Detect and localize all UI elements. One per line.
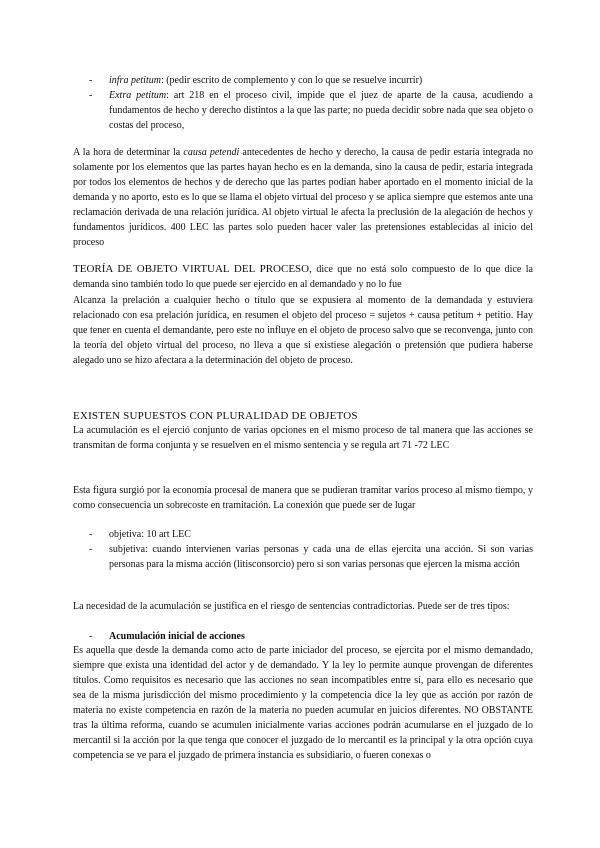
list-dash: -	[89, 631, 93, 642]
list-item-subjetiva: subjetiva: cuando intervienen varias personas y cada una de ellas ejercita una acción. Si son varias personas para la misma acción (litisconsorcio) pero si son varias personas que ejercen la misma acción	[109, 544, 533, 570]
paragraph-causa-petendi	[73, 145, 533, 250]
heading-existen-supuestos: EXISTEN SUPUESTOS CON PLURALIDAD DE OBJETOS	[73, 410, 358, 422]
paragraph-acumulacion-inicial: Es aquella que desde la demanda como acto de parte iniciador del proceso, se ejercita por el mismo demandado, siempre que exista una identidad del actor y de demandado. Y la ley lo permite aunque provengan de diferentes títulos. Como requisitos es necesario que las acciones no sean incompatibles entre sí, para ello es necesario que sea de la misma jurisdicción del mismo procedimiento y la competencia dice la ley que as acción por razón de materia no existe competencia en razón de la materia no pueden acumular en juicios diferentes. NO OBSTANTE tras la última reforma, cuando se acumulen inicialmente varias acciones podrán acumularse en el juzgado de lo mercantil si la acción por la que tenga que conocer el juzgado de lo mercantil es la principal y la otra opción cuya competencia se ve para el juzgado de primera instancia es subsidiario, o fueren conexas o	[73, 645, 533, 761]
term-causa-petendi: causa petendi	[183, 147, 240, 158]
list-dash: -	[89, 90, 93, 101]
teoria-heading: TEORÍA DE OBJETO VIRTUAL DEL PROCESO,	[73, 263, 312, 275]
list-dash: -	[89, 529, 93, 540]
list-dash: -	[89, 75, 93, 86]
list-dash: -	[89, 544, 93, 555]
list-item-text: : (pedir escrito de complemento y con lo que se resuelve incurrir)	[160, 75, 423, 86]
term-infra-petitum: infra petitum	[109, 75, 161, 86]
paragraph-figura: Esta figura surgió por la economía procesal de manera que se pudieran tramitar varios proceso al mismo tiempo, y como consecuencia un sobrecoste en tramitación. La conexión que puede ser de lugar	[73, 485, 533, 511]
paragraph-text: A la hora de determinar la	[73, 147, 184, 158]
bold-heading-text: Acumulación inicial de acciones	[109, 631, 245, 642]
paragraph-text: dice que no está solo compuesto de lo que dice la demanda sino también todo lo que puede ser ejercido en al demandado y no lo fue	[73, 264, 533, 290]
term-extra-petitum: Extra petitum	[109, 90, 167, 101]
heading-acumulacion-inicial	[109, 629, 533, 644]
paragraph-teoria-objeto-virtual	[73, 262, 533, 292]
list-item-objetiva: objetiva: 10 art LEC	[109, 529, 191, 540]
paragraph-acumulacion: La acumulación es el ejerció conjunto de varias opciones en el mismo proceso de tal manera que las acciones se transmitan de forma conjunta y se resuelven en el mismo sentencia y se regula art 71 -72 LEC	[73, 425, 533, 451]
list-item-text: : art 218 en el proceso civil, impide que el juez de aparte de la causa, acudiendo a fundamentos de hecho y derecho distintos a la que las parte; no pueda decidir sobre nada que sea objeto o costas del proceso,	[109, 90, 533, 131]
list-item-infra-petitum	[109, 73, 533, 88]
paragraph-alcanza: Alcanza la prelación a cualquier hecho o título que se expusiera al momento de la demandada y estuviera relacionado con esa prelación jurídica, en resumen el objeto del proceso = sujetos + causa petitum + petitio. Hay que tener en cuenta el demandante, pero este no influye en el objeto de proceso salvo que se reconvenga, junto con la teoría del objeto virtual del proceso, no lleva a que si existiese alegación o pretensión que pudiera haberse alegado uno se hizo afectara a la determinación del objeto de proceso.	[73, 295, 533, 366]
paragraph-text: antecedentes de hecho y derecho, la causa de pedir estaría integrada no solamente por los elementos que las partes hayan hecho es en la demanda, sino la causa de pedir, estaría integrada por todos los elementos de hechos y de derecho que las partes podían haber aportado en el momento inicial de la demanda y no aporto, esto es lo que se llama el objeto virtual del proceso y se aplica siempre que estemos ante una reclamación derivada de una relación jurídica. Al objeto virtual le afecta la preclusión de la alegación de hechos y fundamentos jurídicos. 400 LEC las partes solo pueden hacer valer las pretensiones establecidas al inicio del proceso	[73, 147, 534, 248]
list-item-extra-petitum	[109, 88, 533, 133]
paragraph-necesidad: La necesidad de la acumulación se justifica en el riesgo de sentencias contradictorias. Puede ser de tres tipos:	[73, 601, 510, 612]
